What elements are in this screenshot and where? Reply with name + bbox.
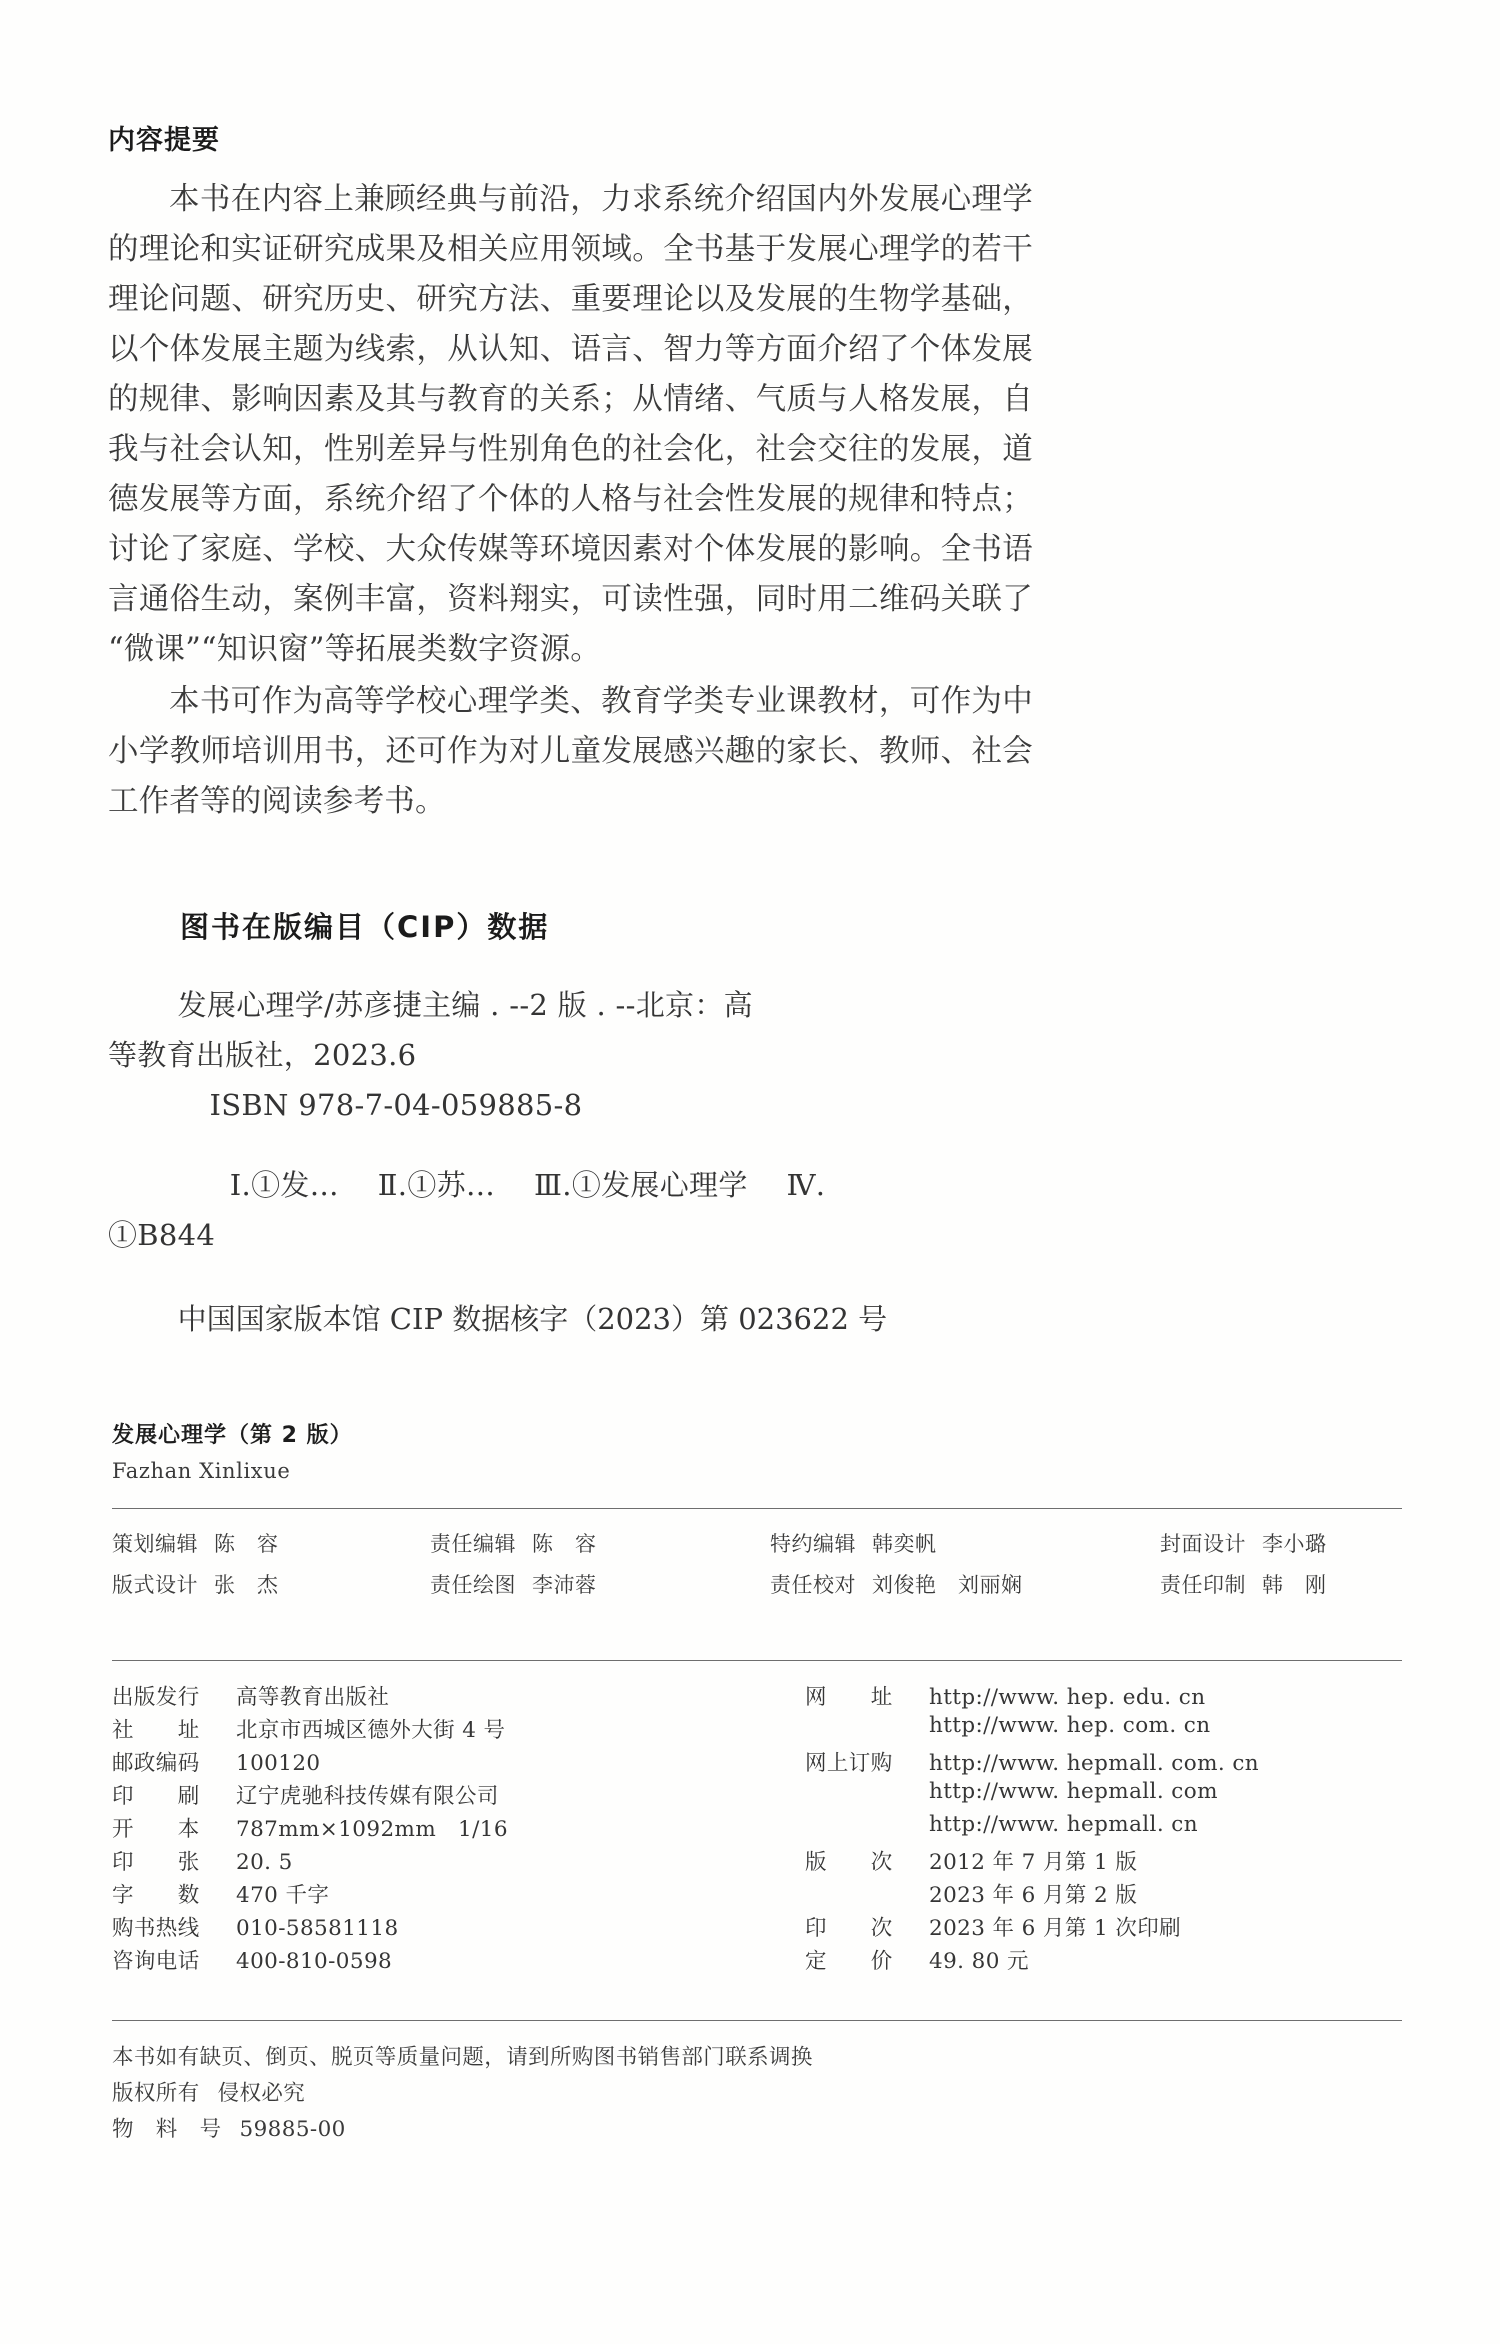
- pub-value: 高等教育出版社: [236, 1685, 390, 1710]
- credit-illustrator: [430, 1569, 770, 1599]
- pub-row-website: [805, 1680, 1402, 1713]
- credits-section: [112, 1522, 1402, 1604]
- pub-row-online-order: [805, 1746, 1402, 1779]
- copyright-label: 版权所有: [112, 2081, 200, 2106]
- credit-layout-designer: [112, 1569, 430, 1599]
- pub-row-website-alt: [805, 1713, 1402, 1746]
- credit-value: 李沛蓉: [532, 1572, 597, 1597]
- credit-label: 责任印制: [1160, 1572, 1246, 1597]
- credits-row: [112, 1522, 1402, 1563]
- publication-details: [112, 1680, 1402, 1977]
- credit-print-supervisor: [1160, 1569, 1402, 1599]
- pub-row-wordcount: [112, 1878, 757, 1911]
- pub-label: 开 本: [112, 1817, 200, 1842]
- credit-planning-editor: [112, 1528, 430, 1558]
- cip-section: [108, 905, 1038, 1344]
- credit-value: 李小璐: [1262, 1531, 1327, 1556]
- pub-row-format: [112, 1812, 757, 1845]
- pub-label: 出版发行: [112, 1685, 200, 1710]
- pub-value: http://www. hepmall. cn: [929, 1812, 1198, 1837]
- pub-label: 网 址: [805, 1685, 893, 1710]
- abstract-heading: 内容提要: [108, 125, 220, 156]
- pub-label: 印 次: [805, 1916, 893, 1941]
- pub-row-printing: [805, 1911, 1402, 1944]
- pub-label: 社 址: [112, 1718, 200, 1743]
- pub-value: 2023 年 6 月第 1 次印刷: [929, 1916, 1182, 1941]
- cip-isbn: ISBN 978-7-04-059885-8: [209, 1088, 583, 1122]
- pub-label: 邮政编码: [112, 1751, 200, 1776]
- pub-value: http://www. hepmall. com: [929, 1779, 1218, 1804]
- pub-value: http://www. hep. com. cn: [929, 1713, 1211, 1738]
- pub-value: 2023 年 6 月第 2 版: [929, 1883, 1138, 1908]
- book-title-block: [112, 1418, 1402, 1483]
- credit-value: 韩奕帆: [872, 1531, 937, 1556]
- pub-value: 2012 年 7 月第 1 版: [929, 1850, 1138, 1875]
- material-number-value: 59885-00: [239, 2117, 346, 2142]
- credit-label: 版式设计: [112, 1572, 198, 1597]
- credit-label: 特约编辑: [770, 1531, 856, 1556]
- credit-cover-designer: [1160, 1528, 1402, 1558]
- credit-contract-editor: [770, 1528, 1160, 1558]
- copyright-row: [112, 2076, 1402, 2112]
- pub-row-edition: [805, 1845, 1402, 1878]
- pub-row-sheets: [112, 1845, 757, 1878]
- quality-notice-row: [112, 2040, 1402, 2076]
- credit-label: 策划编辑: [112, 1531, 198, 1556]
- publication-right-column: [757, 1680, 1402, 1977]
- pub-row-price: [805, 1944, 1402, 1977]
- pub-label: 版 次: [805, 1850, 893, 1875]
- credit-label: 封面设计: [1160, 1531, 1246, 1556]
- pub-value: 20. 5: [236, 1850, 293, 1875]
- pub-value: 787mm×1092mm 1/16: [236, 1817, 508, 1842]
- credit-value: 韩 刚: [1262, 1572, 1327, 1597]
- credit-proofreader: [770, 1569, 1160, 1599]
- pub-value: http://www. hepmall. com. cn: [929, 1751, 1260, 1776]
- credit-value: 张 杰: [214, 1572, 279, 1597]
- footer-notes: [112, 2040, 1402, 2148]
- pub-value: 49. 80 元: [929, 1949, 1029, 1974]
- abstract-paragraph-2: 本书可作为高等学校心理学类、教育学类专业课教材，可作为中小学教师培训用书，还可作为对儿童发展感兴趣的家长、教师、社会工作者等的阅读参考书。: [108, 684, 1033, 819]
- pub-label: 印 刷: [112, 1784, 200, 1809]
- divider-rule-top: [112, 1508, 1402, 1509]
- pub-value: 辽宁虎驰科技传媒有限公司: [236, 1784, 499, 1809]
- pub-row-edition-second: [805, 1878, 1402, 1911]
- credit-responsible-editor: [430, 1528, 770, 1558]
- credit-value: 陈 容: [214, 1531, 279, 1556]
- book-title: 发展心理学（第 2 版）: [112, 1423, 353, 1448]
- book-pinyin: Fazhan Xinlixue: [112, 1459, 291, 1483]
- pub-value: 100120: [236, 1751, 321, 1776]
- pub-value: 010-58581118: [236, 1916, 399, 1941]
- pub-label: 字 数: [112, 1883, 200, 1908]
- pub-row-purchase-hotline: [112, 1911, 757, 1944]
- cip-publisher-line: 等教育出版社，2023.6: [108, 1038, 417, 1072]
- cip-classification-line: Ⅰ.①发… Ⅱ.①苏… Ⅲ.①发展心理学 Ⅳ.: [229, 1168, 826, 1202]
- pub-label: 购书热线: [112, 1916, 200, 1941]
- material-number-row: [112, 2112, 1402, 2148]
- pub-value: 400-810-0598: [236, 1949, 393, 1974]
- pub-row-address: [112, 1713, 757, 1746]
- pub-row-online-order-alt1: [805, 1779, 1402, 1812]
- divider-rule-credits-bottom: [112, 1660, 1402, 1661]
- credit-label: 责任编辑: [430, 1531, 516, 1556]
- abstract-section: [108, 118, 1033, 829]
- pub-row-postcode: [112, 1746, 757, 1779]
- pub-label: 网上订购: [805, 1751, 893, 1776]
- pub-value: http://www. hep. edu. cn: [929, 1685, 1206, 1710]
- cip-classification-code: ①B844: [108, 1218, 216, 1252]
- publication-left-column: [112, 1680, 757, 1977]
- pub-row-online-order-alt2: [805, 1812, 1402, 1845]
- quality-notice: 本书如有缺页、倒页、脱页等质量问题，请到所购图书销售部门联系调换: [112, 2045, 813, 2070]
- pub-row-publisher: [112, 1680, 757, 1713]
- pub-value: 470 千字: [236, 1883, 330, 1908]
- pub-row-inquiry-phone: [112, 1944, 757, 1977]
- copyright-value: 侵权必究: [217, 2081, 306, 2106]
- credit-value: 陈 容: [532, 1531, 597, 1556]
- pub-label: 定 价: [805, 1949, 893, 1974]
- cip-registry-number: 中国国家版本馆 CIP 数据核字（2023）第 023622 号: [177, 1302, 888, 1336]
- abstract-paragraph-1: 本书在内容上兼顾经典与前沿，力求系统介绍国内外发展心理学的理论和实证研究成果及相关应用领域。全书基于发展心理学的若干理论问题、研究历史、研究方法、重要理论以及发展的生物学基础，以个体发展主题为线索，从认知、语言、智力等方面介绍了个体发展的规律、影响因素及其与教育的关系；从情绪、气质与人格发展，自我与社会认知，性别差异与性别角色的社会化，社会交往的发展，道德发展等方面，系统介绍了个体的人格与社会性发展的规律和特点；讨论了家庭、学校、大众传媒等环境因素对个体发展的影响。全书语言通俗生动，案例丰富，资料翔实，可读性强，同时用二维码关联了“微课”“知识窗”等拓展类数字资源。: [108, 182, 1033, 667]
- pub-label: 咨询电话: [112, 1949, 200, 1974]
- pub-row-printer: [112, 1779, 757, 1812]
- pub-label: 印 张: [112, 1850, 200, 1875]
- credit-value: 刘俊艳 刘丽娴: [872, 1572, 1023, 1597]
- cip-heading: 图书在版编目（CIP）数据: [180, 910, 550, 944]
- divider-rule-publication-bottom: [112, 2020, 1402, 2021]
- pub-value: 北京市西城区德外大街 4 号: [236, 1718, 506, 1743]
- cip-title-line: 发展心理学/苏彦捷主编 . --2 版 . --北京：高: [177, 988, 753, 1022]
- credit-label: 责任绘图: [430, 1572, 516, 1597]
- material-number-label: 物 料 号: [112, 2117, 222, 2142]
- credits-row: [112, 1563, 1402, 1604]
- credit-label: 责任校对: [770, 1572, 856, 1597]
